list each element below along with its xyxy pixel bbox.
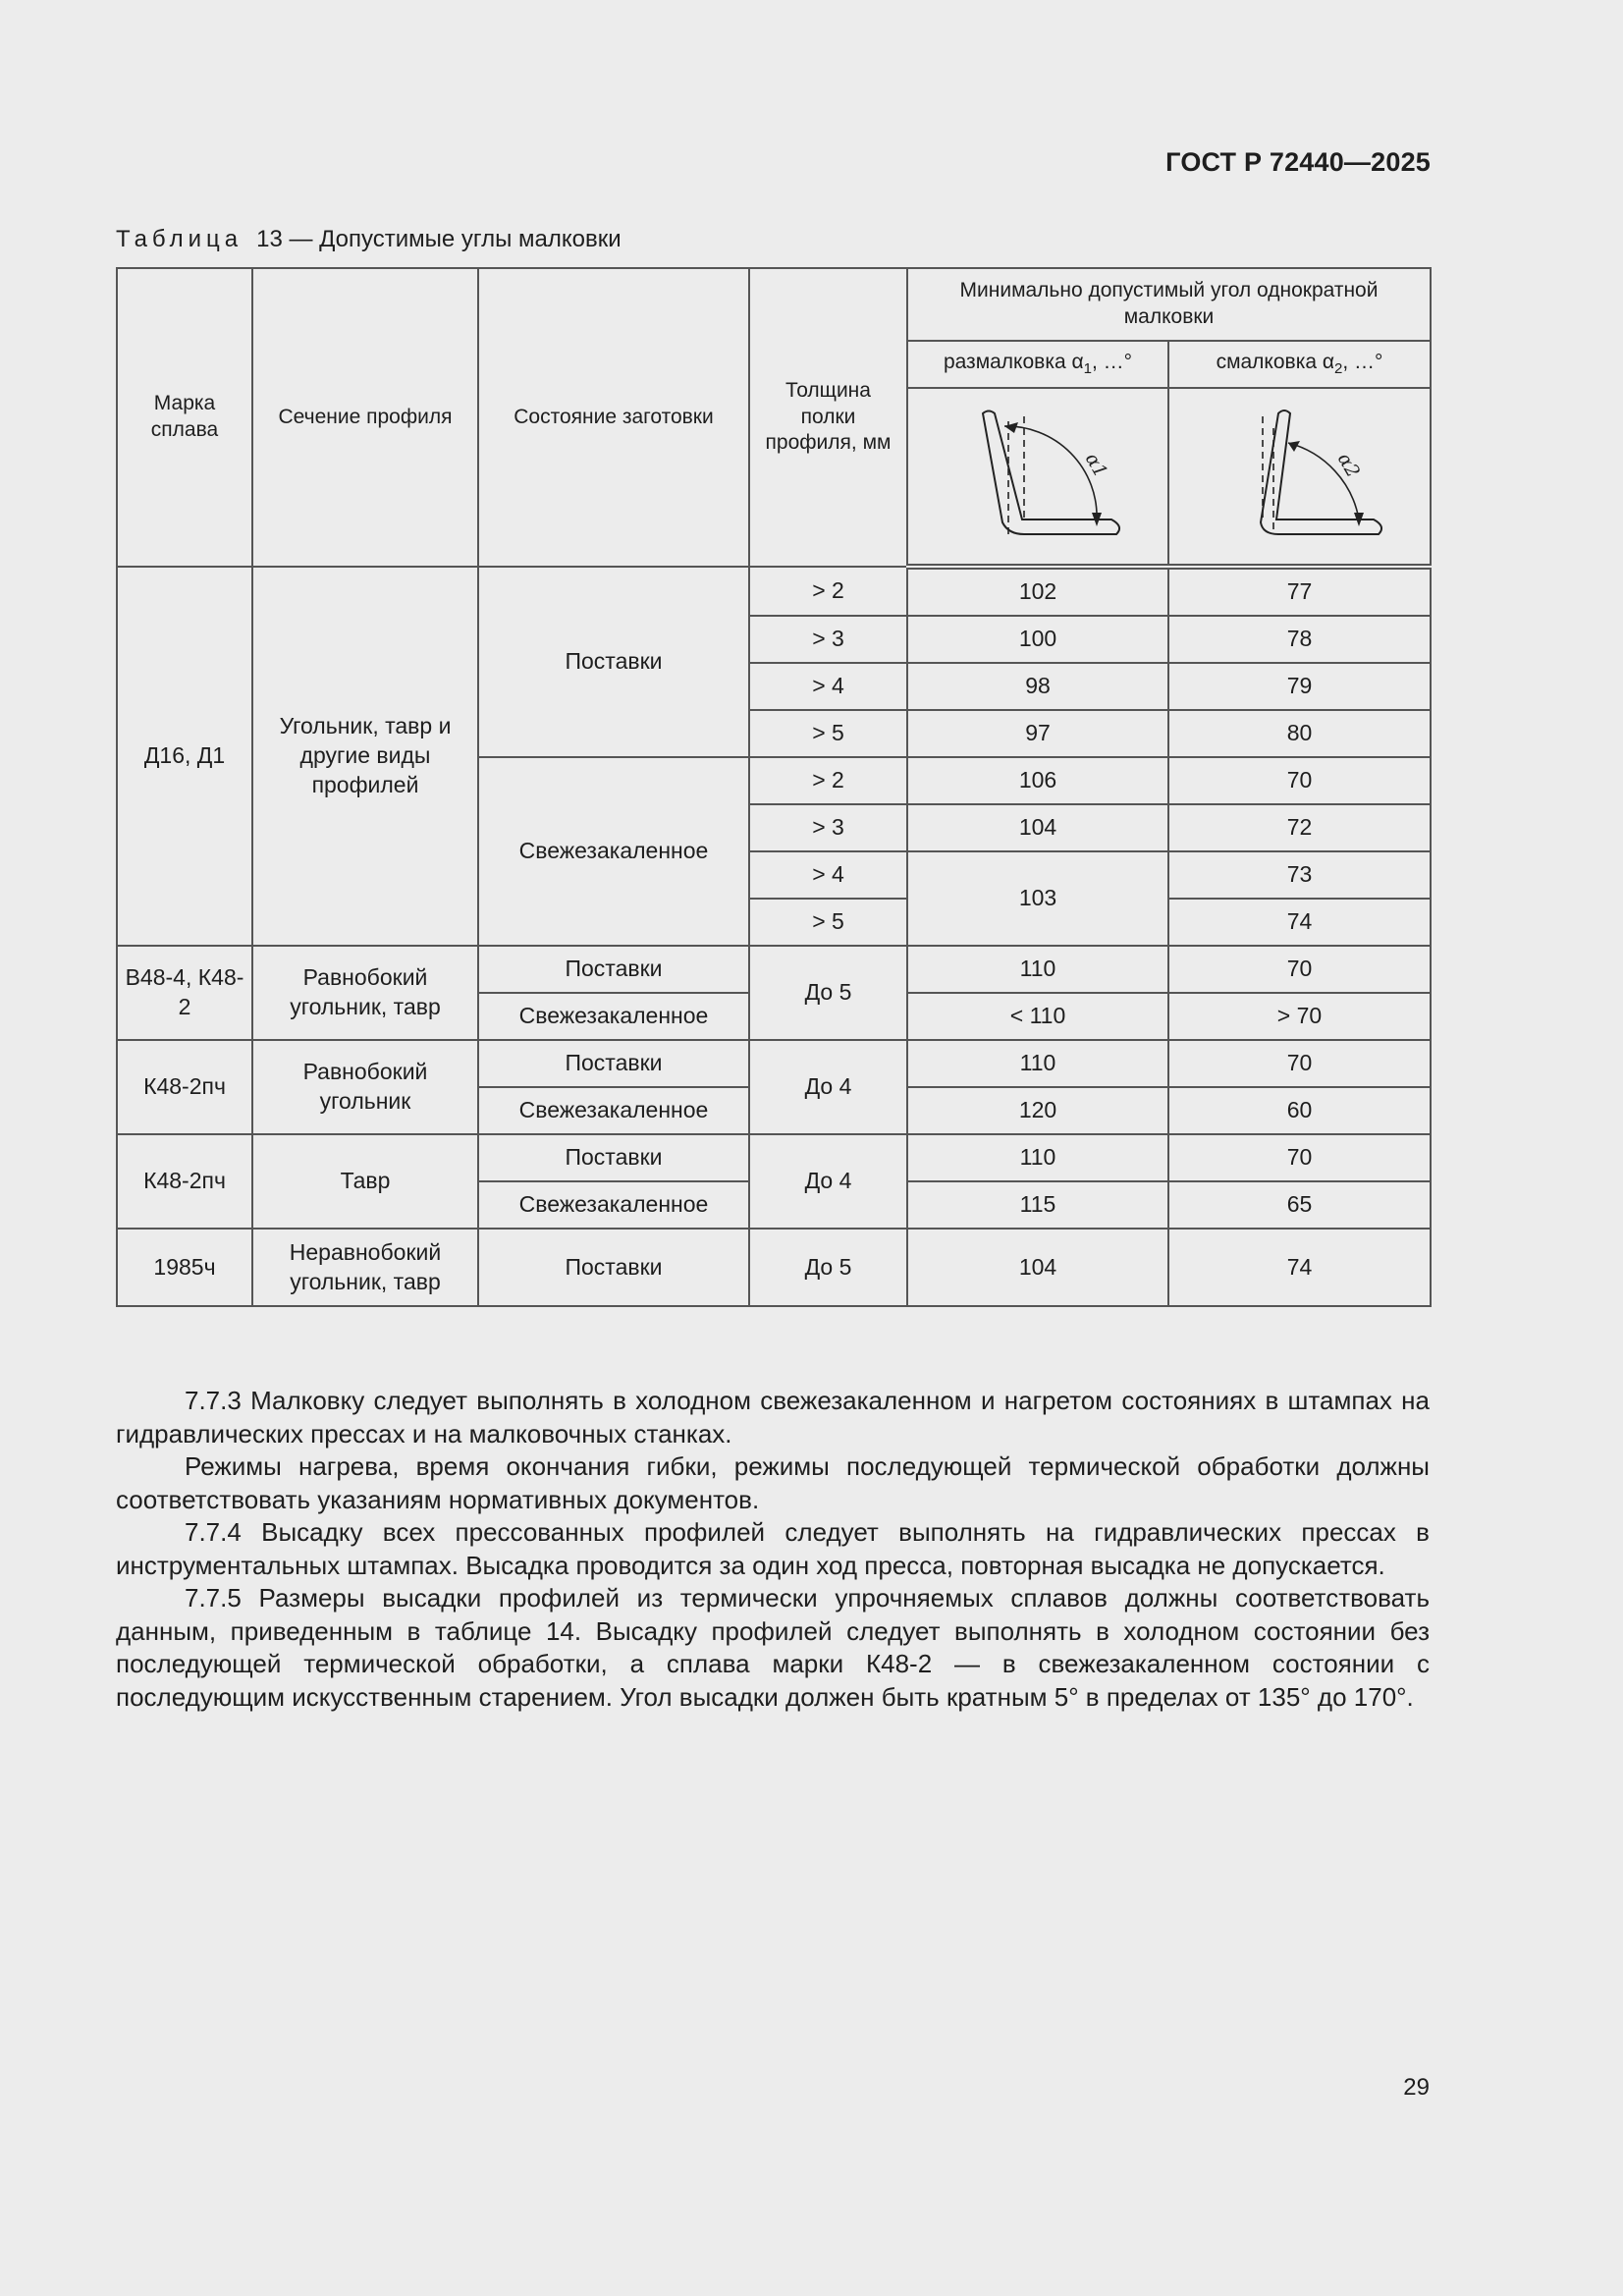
closing-suffix: , …° [1342,351,1383,374]
opening-angle-diagram [940,389,1136,556]
cell-thickness: > 5 [749,899,907,946]
cell-angle-closing: 79 [1168,663,1431,710]
cell-condition: Свежезакаленное [478,993,749,1040]
col-header-closing [1168,341,1431,388]
cell-angle-closing: 74 [1168,899,1431,946]
cell-thickness: > 5 [749,710,907,757]
cell-thickness: До 4 [749,1040,907,1134]
col-header-opening [907,341,1168,388]
cell-condition: Свежезакаленное [478,1087,749,1134]
cell-condition: Свежезакаленное [478,757,749,946]
cell-angle-opening: 100 [907,616,1168,663]
opening-diagram-cell [907,388,1168,567]
cell-condition: Поставки [478,1229,749,1306]
malkovka-angles-table [116,267,1432,1307]
closing-diagram-cell [1168,388,1431,567]
cell-angle-opening: 120 [907,1087,1168,1134]
cell-angle-closing: 73 [1168,851,1431,899]
cell-angle-closing: 80 [1168,710,1431,757]
col-header-thickness: Толщина полки профиля, мм [749,268,907,567]
cell-condition: Свежезакаленное [478,1181,749,1229]
cell-thickness: > 2 [749,567,907,616]
document-code: ГОСТ Р 72440—2025 [1165,147,1431,177]
cell-thickness: До 4 [749,1134,907,1229]
table-row [117,567,1431,616]
table-caption-prefix: Таблица [116,226,243,252]
cell-angle-opening: 103 [907,851,1168,946]
cell-condition: Поставки [478,1134,749,1181]
closing-angle-diagram [1202,389,1398,556]
table-caption-text: 13 — Допустимые углы малковки [256,226,622,252]
cell-angle-closing: 74 [1168,1229,1431,1306]
table-caption [116,226,622,253]
cell-angle-opening: 110 [907,1040,1168,1087]
cell-thickness: > 2 [749,757,907,804]
cell-section: Неравнобокий угольник, тавр [252,1229,478,1306]
cell-section: Тавр [252,1134,478,1229]
cell-condition: Поставки [478,946,749,993]
body-text [116,1385,1430,1714]
table-row [117,946,1431,993]
opening-suffix: , …° [1091,351,1133,374]
cell-grade: К48-2пч [117,1040,252,1134]
cell-grade: К48-2пч [117,1134,252,1229]
cell-angle-opening: 97 [907,710,1168,757]
paragraph: 7.7.3 Малковку следует выполнять в холодном свежезакаленном и нагретом состояниях в штампах на гидравлических прессах и на малковочных станках. [116,1386,1430,1449]
cell-angle-opening: 115 [907,1181,1168,1229]
opening-symbol: α [1071,351,1084,374]
table-row [117,1134,1431,1181]
cell-angle-closing: > 70 [1168,993,1431,1040]
cell-angle-closing: 70 [1168,1040,1431,1087]
cell-thickness: > 3 [749,616,907,663]
table-row [117,1229,1431,1306]
cell-condition: Поставки [478,1040,749,1087]
paragraph: Режимы нагрева, время окончания гибки, режимы последующей термической обработки должны соответствовать указаниям нормативных документов. [116,1451,1430,1514]
cell-angle-closing: 72 [1168,804,1431,851]
cell-angle-closing: 77 [1168,567,1431,616]
cell-thickness: До 5 [749,1229,907,1306]
cell-angle-closing: 70 [1168,757,1431,804]
cell-angle-closing: 70 [1168,1134,1431,1181]
cell-angle-opening: 110 [907,1134,1168,1181]
cell-angle-opening: 104 [907,1229,1168,1306]
closing-symbol: α [1322,351,1335,374]
alpha2-label: α2 [1332,449,1364,482]
col-header-grade: Марка сплава [117,268,252,567]
paragraph: 7.7.5 Размеры высадки профилей из термически упрочняемых сплавов должны соответствовать данным, приведенным в таблице 14. Высадку профилей следует выполнять в холодном состоянии без последующей термической обработки, а сплава марки К48-2 — в свежезакаленном состоянии с последующим искусственным старением. Угол высадки должен быть кратным 5° в пределах от 135° до 170°. [116,1583,1430,1712]
cell-section: Угольник, тавр и другие виды профилей [252,567,478,946]
cell-thickness: > 4 [749,851,907,899]
cell-grade: В48-4, К48-2 [117,946,252,1040]
cell-section: Равнобокий угольник, тавр [252,946,478,1040]
cell-angle-closing: 60 [1168,1087,1431,1134]
cell-thickness: До 5 [749,946,907,1040]
cell-section: Равнобокий угольник [252,1040,478,1134]
paragraph: 7.7.4 Высадку всех прессованных профилей следует выполнять на гидравлических прессах в инструментальных штампах. Высадка проводится за один ход пресса, повторная высадка не допускается. [116,1517,1430,1580]
alpha1-label: α1 [1080,449,1112,482]
cell-angle-closing: 78 [1168,616,1431,663]
cell-angle-opening: < 110 [907,993,1168,1040]
page-number: 29 [1403,2074,1430,2101]
cell-thickness: > 4 [749,663,907,710]
cell-angle-opening: 110 [907,946,1168,993]
table-row [117,1040,1431,1087]
closing-label: смалковка [1216,351,1318,374]
col-header-section: Сечение профиля [252,268,478,567]
cell-condition: Поставки [478,567,749,757]
cell-angle-closing: 70 [1168,946,1431,993]
opening-index: 1 [1083,360,1092,378]
cell-angle-opening: 102 [907,567,1168,616]
closing-index: 2 [1334,360,1343,378]
opening-label: размалковка [943,351,1066,374]
cell-angle-closing: 65 [1168,1181,1431,1229]
cell-angle-opening: 104 [907,804,1168,851]
col-header-condition: Состояние заготовки [478,268,749,567]
cell-grade: 1985ч [117,1229,252,1306]
cell-grade: Д16, Д1 [117,567,252,946]
cell-angle-opening: 98 [907,663,1168,710]
cell-angle-opening: 106 [907,757,1168,804]
col-header-angle-group: Минимально допустимый угол однократной малковки [907,268,1431,341]
cell-thickness: > 3 [749,804,907,851]
